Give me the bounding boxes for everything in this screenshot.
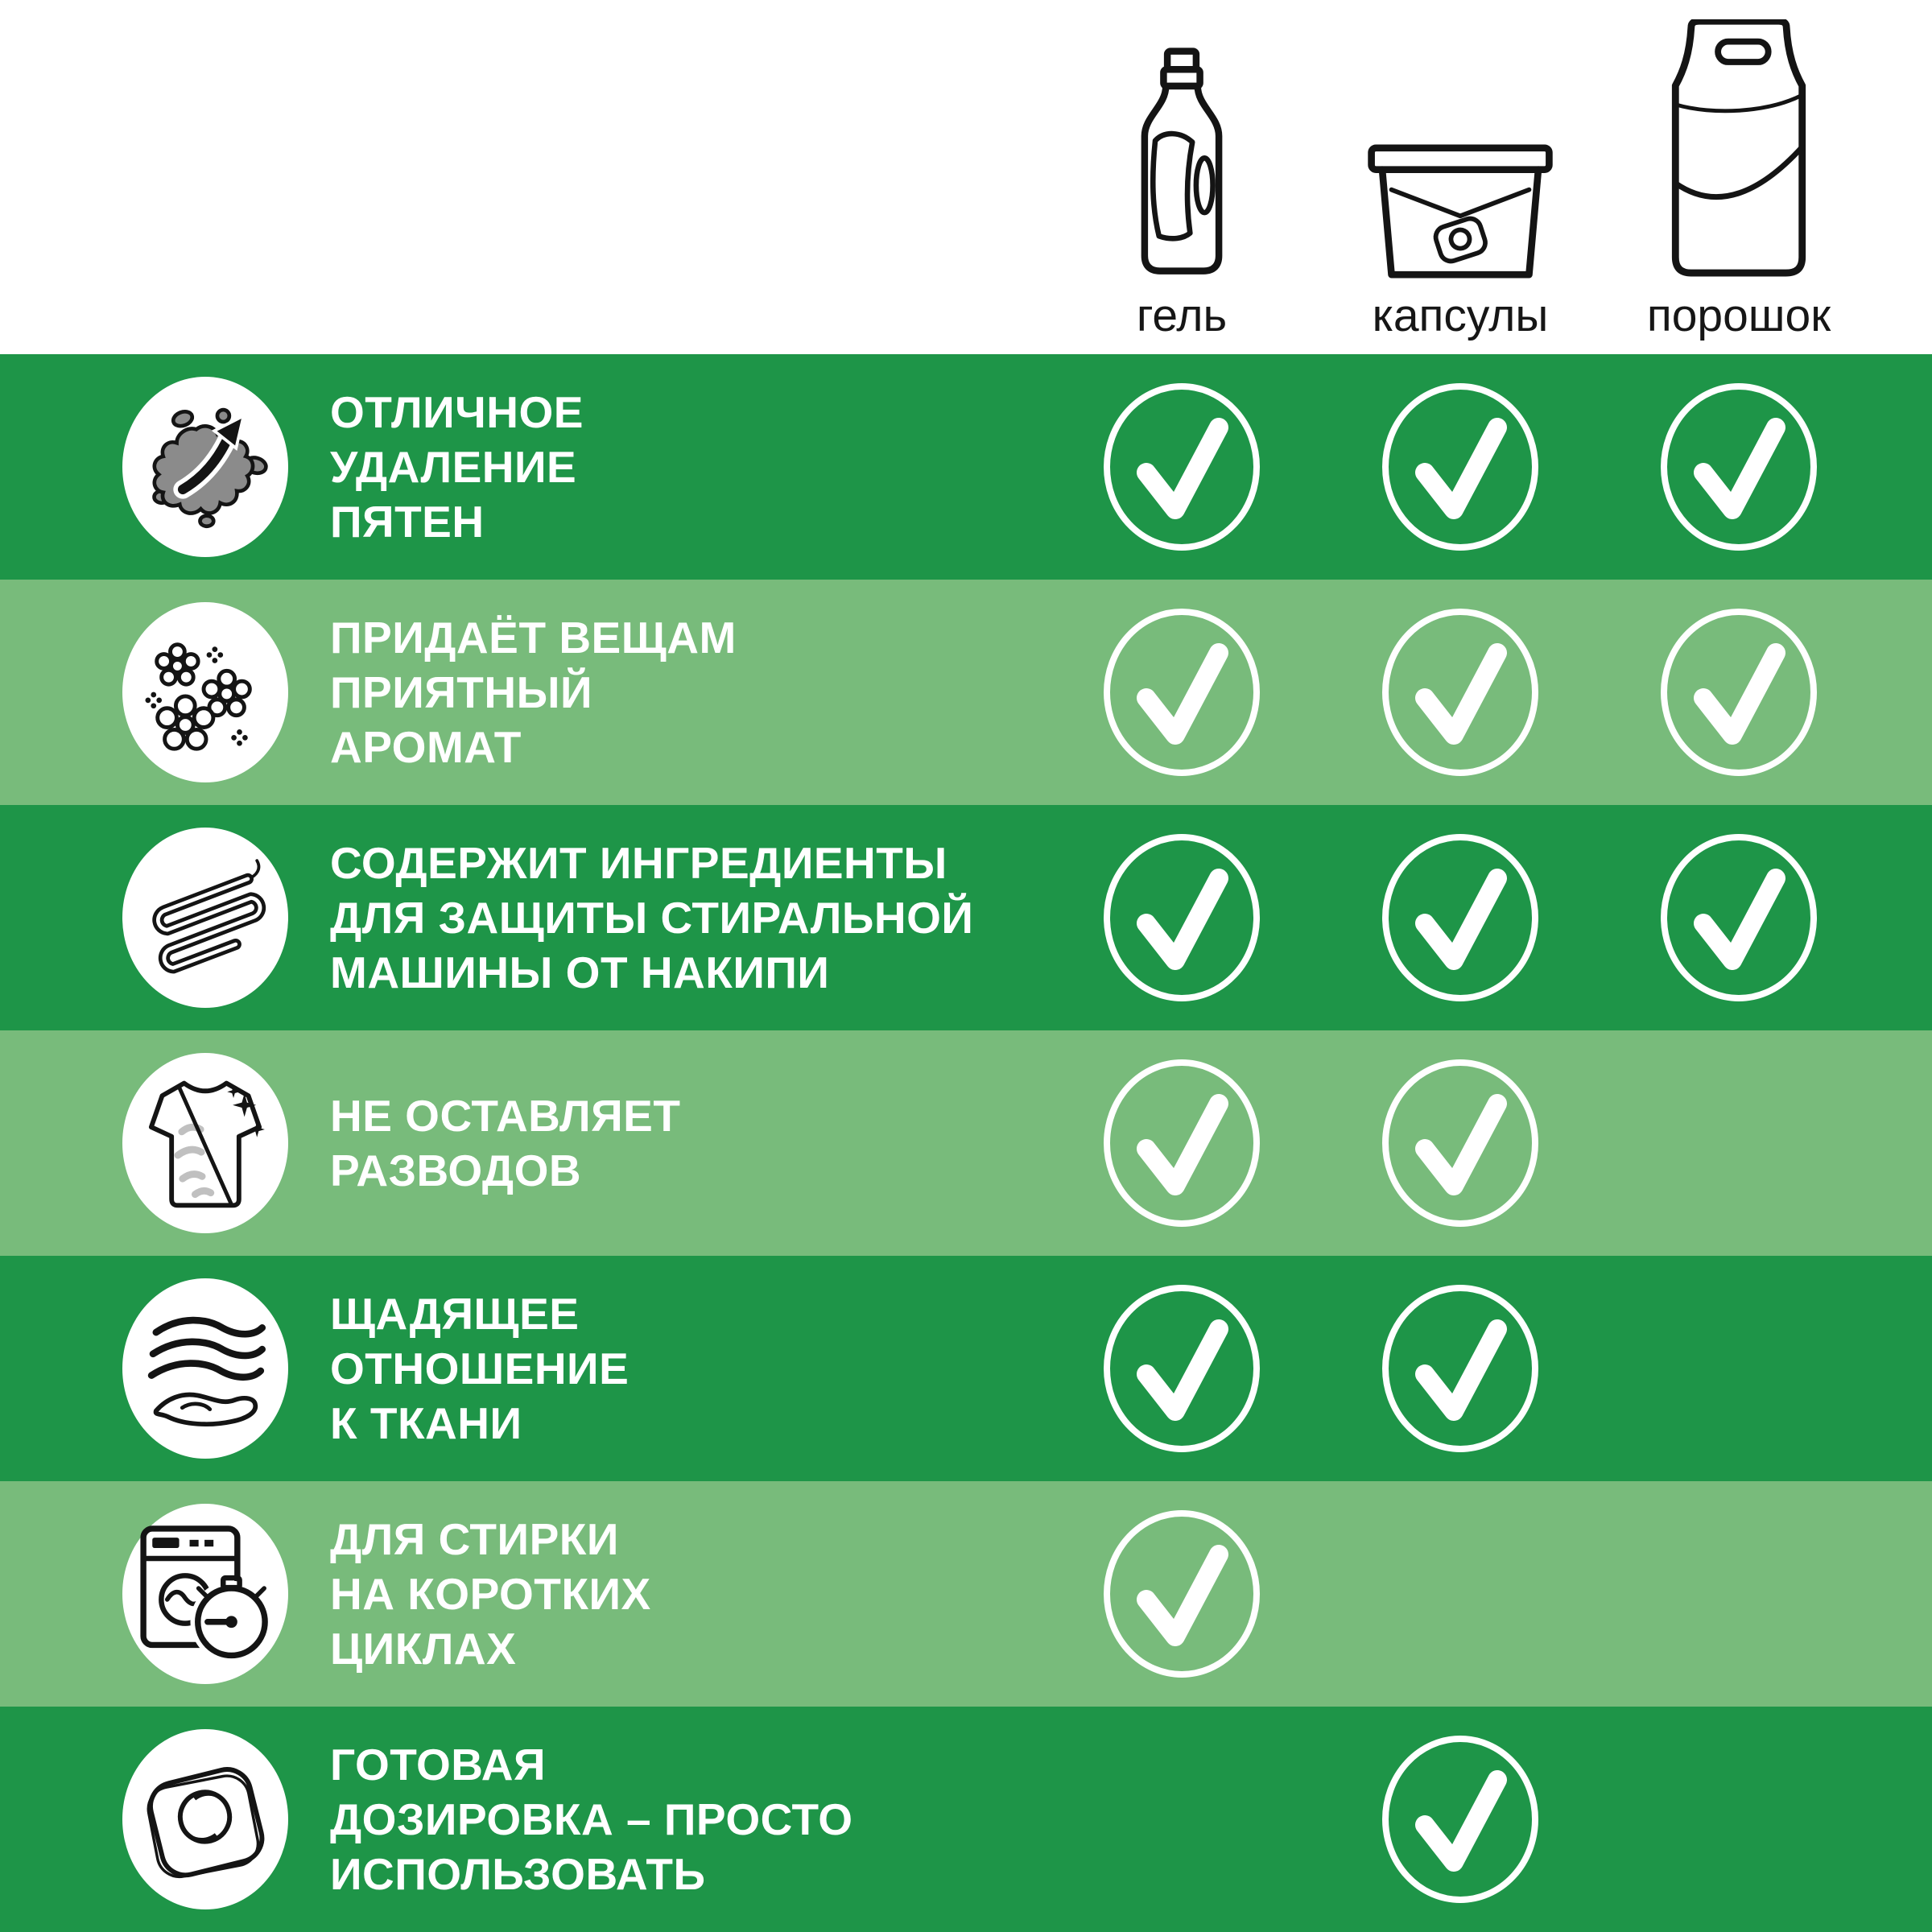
gel-bottle-icon (1117, 42, 1246, 283)
feature-text: ГОТОВАЯ ДОЗИРОВКА – ПРОСТО ИСПОЛЬЗОВАТЬ (330, 1740, 853, 1899)
checkmark-icon (1100, 607, 1264, 778)
feature-rows (0, 354, 1932, 1932)
check-gel (1100, 832, 1264, 1003)
header (0, 0, 1932, 354)
checkmark-icon (1100, 832, 1264, 1003)
feature-text: ДЛЯ СТИРКИ НА КОРОТКИХ ЦИКЛАХ (330, 1514, 651, 1674)
feature-text: ОТЛИЧНОЕ УДАЛЕНИЕ ПЯТЕН (330, 387, 584, 547)
washer-stopwatch-icon (122, 1504, 288, 1684)
checkmark-icon (1657, 832, 1821, 1003)
checkmark-icon (1100, 382, 1264, 552)
check-capsules (1378, 607, 1542, 778)
feature-row-ready-dosage (0, 1707, 1932, 1932)
checkmark-icon (1378, 832, 1542, 1003)
feature-row-gentle-fabric (0, 1256, 1932, 1481)
powder-bag-icon (1650, 19, 1827, 283)
check-powder (1657, 607, 1821, 778)
check-gel (1100, 1058, 1264, 1228)
check-gel (1100, 382, 1264, 552)
checkmark-icon (1657, 382, 1821, 552)
feature-row-no-streaks (0, 1030, 1932, 1256)
flowers-aroma-icon (122, 602, 288, 782)
checkmark-icon (1100, 1283, 1264, 1454)
checkmark-icon (1378, 1283, 1542, 1454)
checkmark-icon (1378, 1734, 1542, 1905)
checkmark-icon (1100, 1509, 1264, 1679)
check-gel (1100, 1283, 1264, 1454)
feature-text: ПРИДАЁТ ВЕЩАМ ПРИЯТНЫЙ АРОМАТ (330, 613, 737, 772)
checkmark-icon (1378, 382, 1542, 552)
check-capsules (1378, 382, 1542, 552)
shirt-sparkle-icon (122, 1053, 288, 1233)
product-label-gel: гель (1136, 290, 1228, 341)
check-powder (1657, 382, 1821, 552)
feature-row-aroma (0, 580, 1932, 805)
checkmark-icon (1378, 607, 1542, 778)
heating-element-icon (122, 828, 288, 1008)
feature-row-stain-removal (0, 354, 1932, 580)
feature-text: ЩАДЯЩЕЕ ОТНОШЕНИЕ К ТКАНИ (330, 1289, 630, 1448)
checkmark-icon (1378, 1058, 1542, 1228)
check-capsules (1378, 832, 1542, 1003)
checkmark-icon (1100, 1058, 1264, 1228)
feature-text: НЕ ОСТАВЛЯЕТ РАЗВОДОВ (330, 1091, 681, 1195)
laundry-pod-icon (122, 1729, 288, 1909)
feature-text: СОДЕРЖИТ ИНГРЕДИЕНТЫ ДЛЯ ЗАЩИТЫ СТИРАЛЬНОЙ МАШИНЫ ОТ НАКИПИ (330, 838, 974, 997)
check-gel (1100, 1509, 1264, 1679)
check-powder (1657, 832, 1821, 1003)
capsules-tub-icon (1364, 140, 1557, 283)
feature-row-limescale-protection (0, 805, 1932, 1030)
checkmark-icon (1657, 607, 1821, 778)
check-capsules (1378, 1734, 1542, 1905)
fabric-hand-icon (122, 1278, 288, 1459)
stain-splat-arrow-icon (122, 377, 288, 557)
check-capsules (1378, 1283, 1542, 1454)
check-gel (1100, 607, 1264, 778)
check-capsules (1378, 1058, 1542, 1228)
product-label-powder: порошок (1646, 290, 1831, 341)
feature-row-short-cycles (0, 1481, 1932, 1707)
product-label-capsules: капсулы (1372, 290, 1549, 341)
